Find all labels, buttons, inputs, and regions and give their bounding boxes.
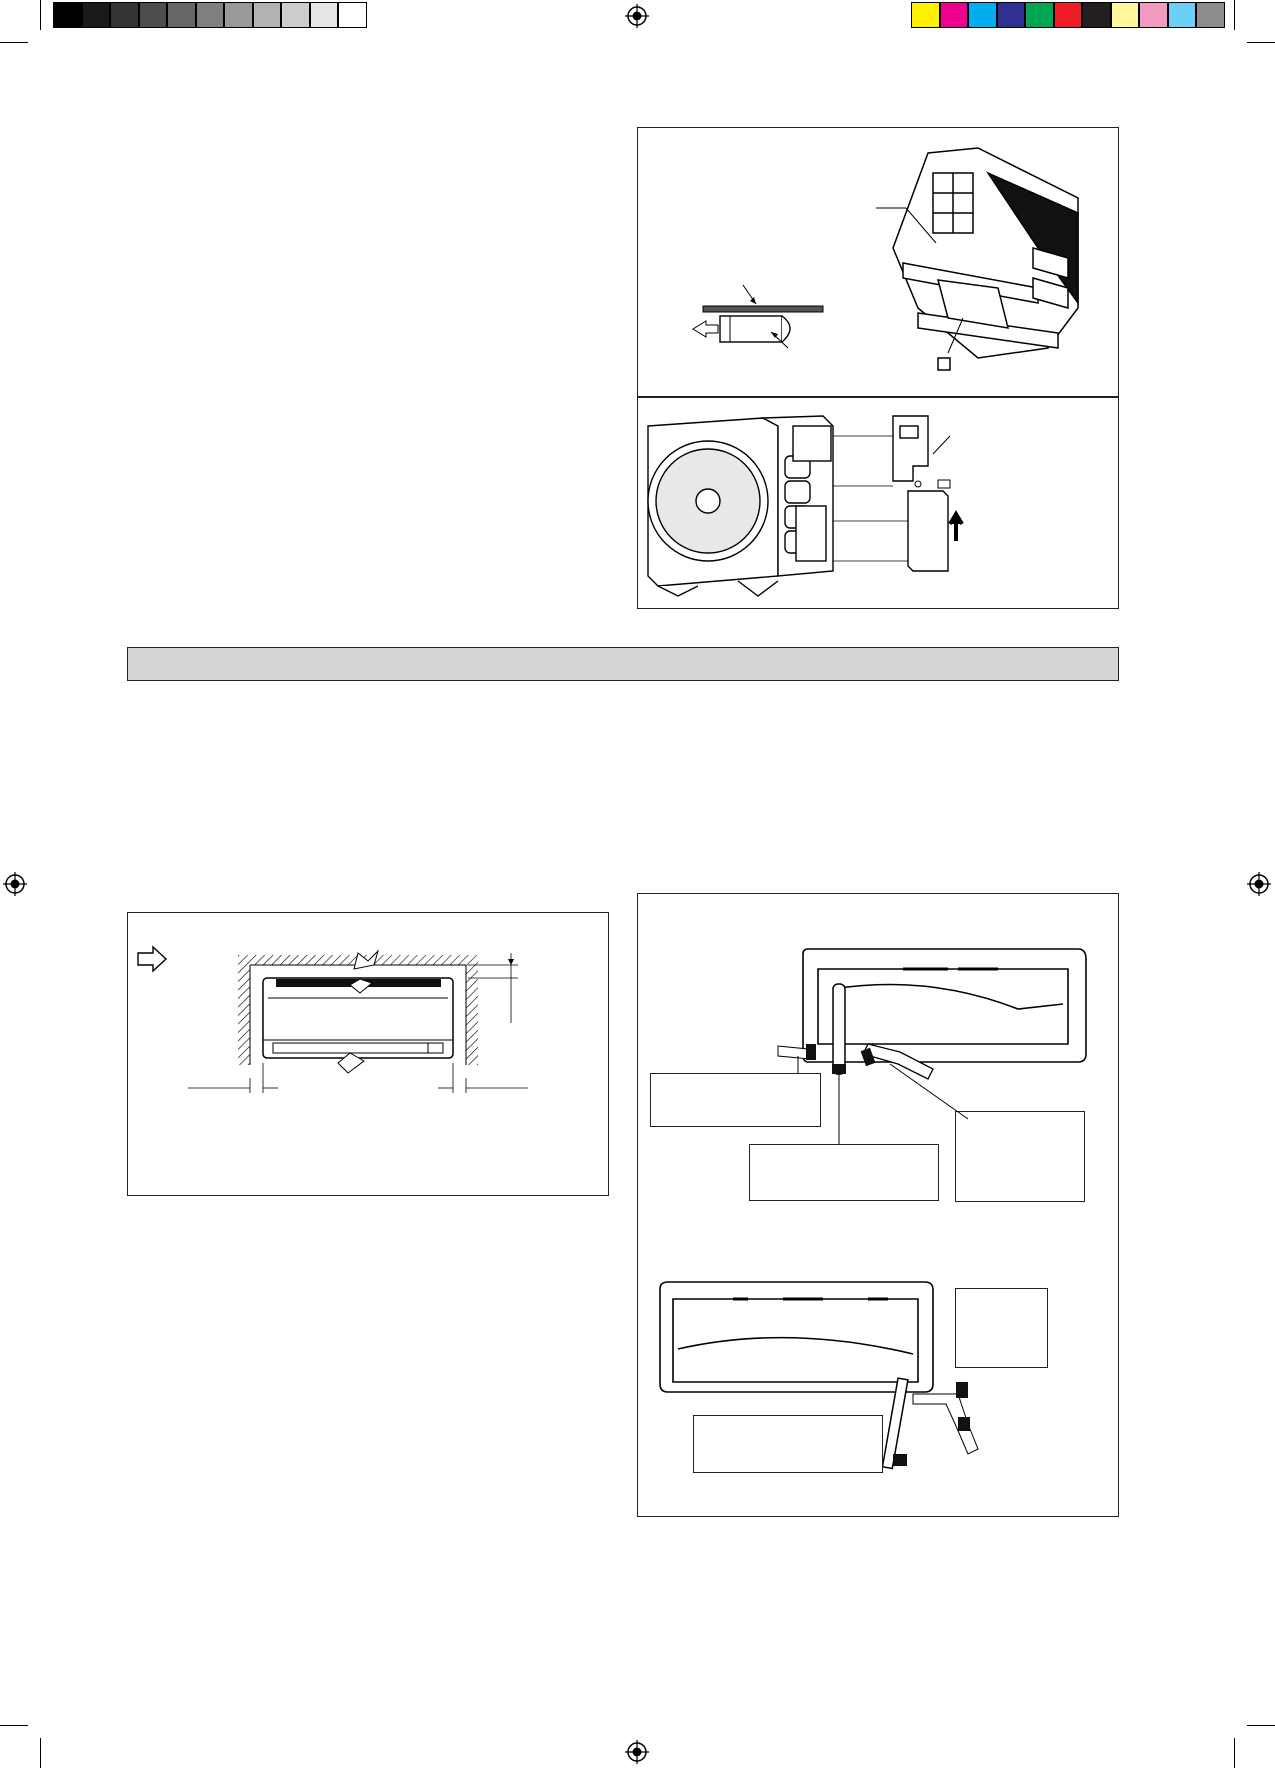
- registration-mark-right: [1247, 872, 1271, 896]
- gray-swatch: [310, 2, 339, 28]
- color-swatch: [911, 2, 940, 28]
- color-swatch: [1054, 2, 1083, 28]
- gray-swatch: [253, 2, 282, 28]
- gray-swatch: [167, 2, 196, 28]
- indoor-unit-drain-figure: [637, 127, 1119, 609]
- piping-directions-figure: [637, 893, 1119, 1517]
- registration-mark-bottom: [625, 1740, 649, 1764]
- color-swatch: [1111, 2, 1140, 28]
- color-swatch: [1139, 2, 1168, 28]
- gray-swatch: [224, 2, 253, 28]
- piping-label-box: [955, 1288, 1048, 1368]
- color-swatch: [1025, 2, 1054, 28]
- piping-label-box: [693, 1415, 883, 1473]
- color-swatch: [997, 2, 1026, 28]
- color-swatch: [1168, 2, 1197, 28]
- color-swatch: [1082, 2, 1111, 28]
- gray-swatch: [110, 2, 139, 28]
- drain-plug-detail: [638, 128, 1120, 396]
- color-swatch: [940, 2, 969, 28]
- outdoor-unit-cover-figure: [638, 396, 1120, 610]
- gray-swatch: [196, 2, 225, 28]
- crop-mark: [1247, 42, 1275, 43]
- gray-swatch: [82, 2, 111, 28]
- crop-mark: [40, 0, 41, 30]
- crop-mark: [1247, 1725, 1275, 1726]
- color-swatch: [968, 2, 997, 28]
- crop-mark: [40, 1738, 41, 1768]
- gray-swatch: [338, 2, 367, 28]
- crop-mark: [1234, 0, 1235, 30]
- color-swatch: [1196, 2, 1225, 28]
- crop-mark: [0, 42, 28, 43]
- gray-swatch: [53, 2, 82, 28]
- gray-swatch: [281, 2, 310, 28]
- clearance-diagram: [128, 913, 610, 1197]
- clearance-figure: [127, 912, 609, 1196]
- section-header: [127, 647, 1119, 681]
- registration-mark-top: [625, 4, 649, 28]
- crop-mark: [1234, 1738, 1235, 1768]
- gray-swatch: [139, 2, 168, 28]
- crop-mark: [0, 1725, 28, 1726]
- registration-mark-left: [3, 872, 27, 896]
